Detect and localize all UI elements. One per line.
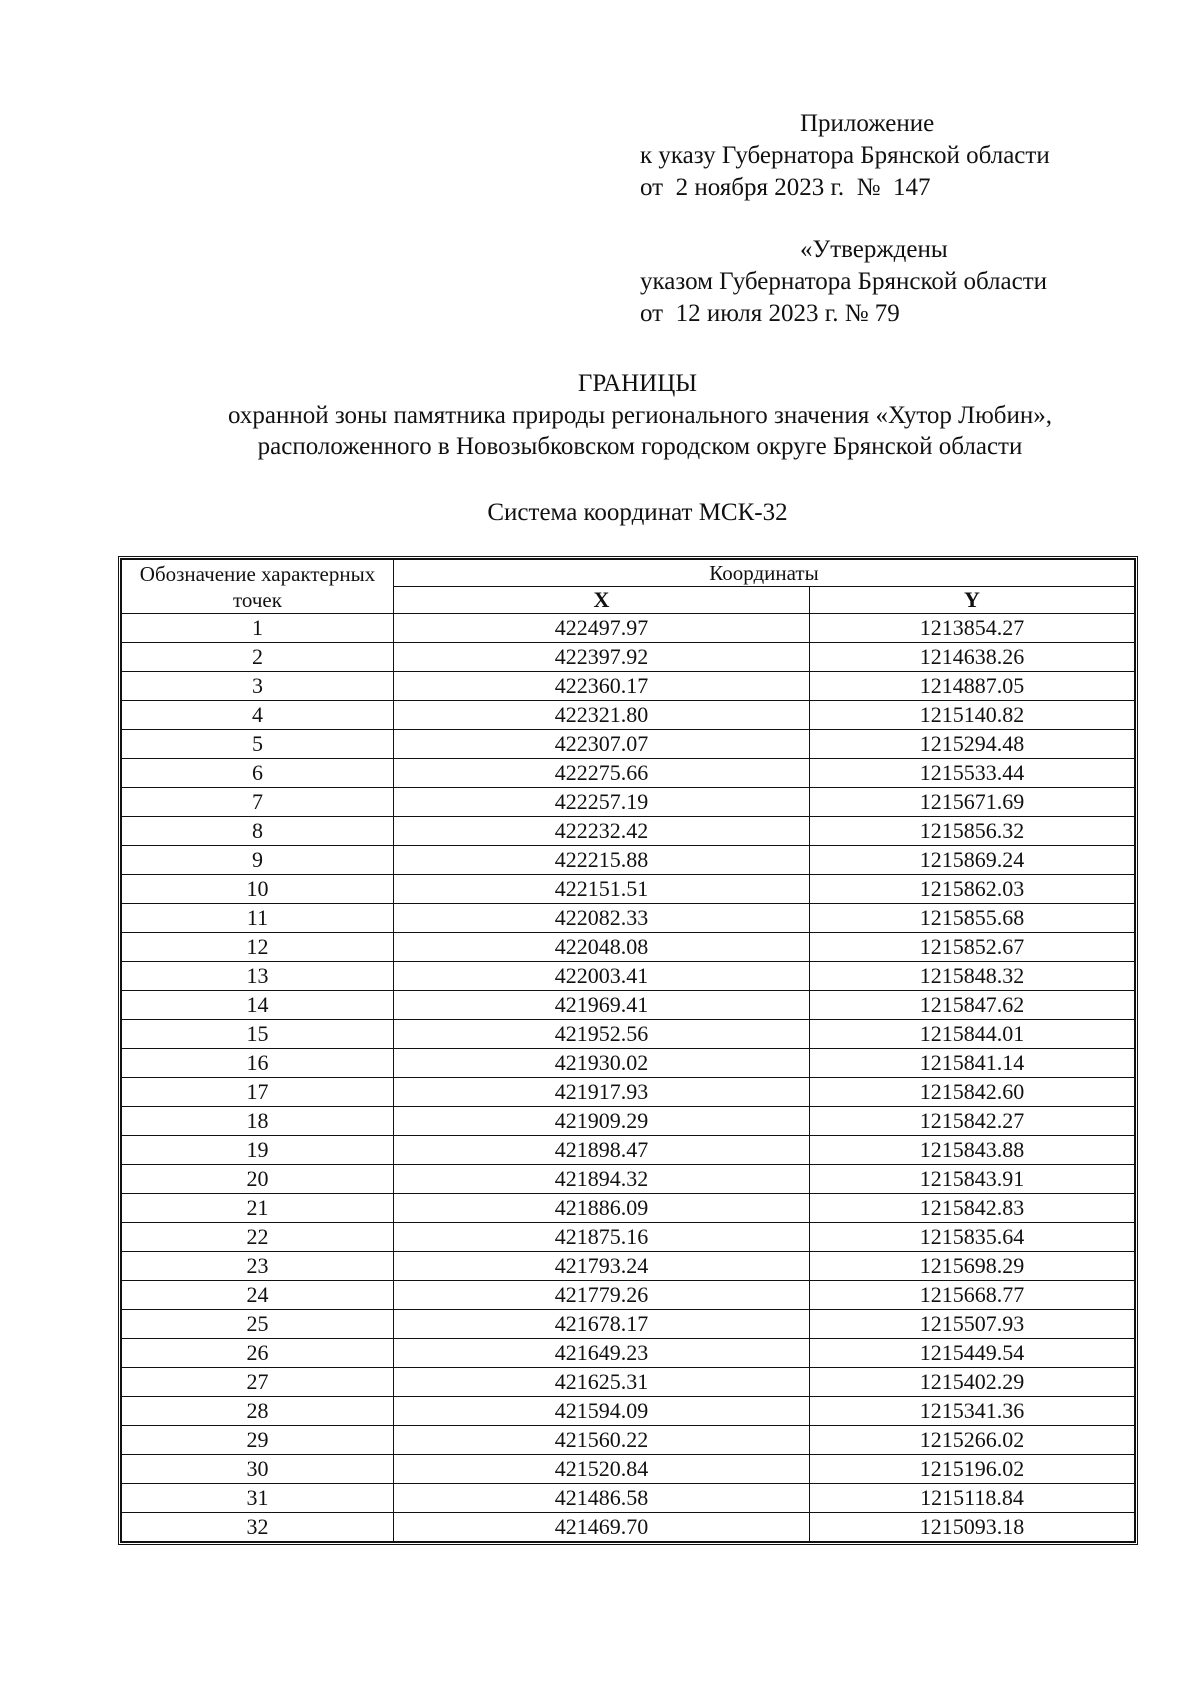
x-coordinate-cell: 422048.08: [394, 933, 810, 962]
y-coordinate-cell: 1215507.93: [810, 1310, 1135, 1339]
table-row: [122, 643, 1135, 672]
x-coordinate-cell: 421894.32: [394, 1165, 810, 1194]
y-coordinate-cell: 1215844.01: [810, 1020, 1135, 1049]
y-coordinate-cell: 1215533.44: [810, 759, 1135, 788]
y-coordinate-cell: 1215869.24: [810, 846, 1135, 875]
coordinate-system-label: Система координат МСК-32: [487, 499, 788, 526]
table-row: [122, 1281, 1135, 1310]
y-coordinate-cell: 1214887.05: [810, 672, 1135, 701]
x-coordinate-cell: 421779.26: [394, 1281, 810, 1310]
point-number-cell: 17: [122, 1078, 394, 1107]
table-row: [122, 701, 1135, 730]
x-coordinate-cell: 421952.56: [394, 1020, 810, 1049]
table-row: [122, 933, 1135, 962]
point-number-cell: 26: [122, 1339, 394, 1368]
point-number-cell: 3: [122, 672, 394, 701]
y-coordinate-cell: 1215668.77: [810, 1281, 1135, 1310]
x-coordinate-cell: 421625.31: [394, 1368, 810, 1397]
point-number-cell: 29: [122, 1426, 394, 1455]
y-coordinate-cell: 1215843.91: [810, 1165, 1135, 1194]
column-header-y: Y: [810, 587, 1135, 614]
table-row: [122, 1194, 1135, 1223]
point-number-cell: 32: [122, 1513, 394, 1542]
point-number-cell: 14: [122, 991, 394, 1020]
coordinates-table: [121, 559, 1135, 1542]
y-coordinate-cell: 1215093.18: [810, 1513, 1135, 1542]
x-coordinate-cell: 422003.41: [394, 962, 810, 991]
table-row: [122, 1484, 1135, 1513]
point-number-cell: 6: [122, 759, 394, 788]
table-row: [122, 1107, 1135, 1136]
y-coordinate-cell: 1215841.14: [810, 1049, 1135, 1078]
x-coordinate-cell: 421793.24: [394, 1252, 810, 1281]
point-number-cell: 22: [122, 1223, 394, 1252]
point-number-cell: 24: [122, 1281, 394, 1310]
appendix-header: [640, 108, 1180, 204]
x-coordinate-cell: 421886.09: [394, 1194, 810, 1223]
point-number-cell: 2: [122, 643, 394, 672]
table-row: [122, 1455, 1135, 1484]
approved-decree-ref: указом Губернатора Брянской области: [640, 268, 1048, 295]
x-coordinate-cell: 421560.22: [394, 1426, 810, 1455]
table-row: [122, 875, 1135, 904]
y-coordinate-cell: 1215856.32: [810, 817, 1135, 846]
y-coordinate-cell: 1214638.26: [810, 643, 1135, 672]
x-coordinate-cell: 422257.19: [394, 788, 810, 817]
document-title: ГРАНИЦЫ: [577, 370, 698, 397]
table-row: [122, 904, 1135, 933]
appendix-title: Приложение: [800, 110, 935, 137]
point-number-cell: 20: [122, 1165, 394, 1194]
y-coordinate-cell: 1215196.02: [810, 1455, 1135, 1484]
x-coordinate-cell: 421909.29: [394, 1107, 810, 1136]
x-coordinate-cell: 421969.41: [394, 991, 810, 1020]
document-subtitle-line-2: расположенного в Новозыбковском городском округе Брянской области: [257, 433, 1023, 460]
x-coordinate-cell: 422497.97: [394, 614, 810, 643]
y-coordinate-cell: 1215671.69: [810, 788, 1135, 817]
y-coordinate-cell: 1213854.27: [810, 614, 1135, 643]
point-number-cell: 1: [122, 614, 394, 643]
coordinates-table-frame: [118, 556, 1138, 1545]
x-coordinate-cell: 422151.51: [394, 875, 810, 904]
point-number-cell: 10: [122, 875, 394, 904]
point-number-cell: 21: [122, 1194, 394, 1223]
y-coordinate-cell: 1215698.29: [810, 1252, 1135, 1281]
x-coordinate-cell: 421649.23: [394, 1339, 810, 1368]
point-number-cell: 5: [122, 730, 394, 759]
y-coordinate-cell: 1215341.36: [810, 1397, 1135, 1426]
table-row: [122, 1078, 1135, 1107]
y-coordinate-cell: 1215140.82: [810, 701, 1135, 730]
table-row: [122, 1397, 1135, 1426]
point-number-cell: 30: [122, 1455, 394, 1484]
table-row: [122, 1020, 1135, 1049]
table-row: [122, 991, 1135, 1020]
y-coordinate-cell: 1215266.02: [810, 1426, 1135, 1455]
y-coordinate-cell: 1215847.62: [810, 991, 1135, 1020]
table-row: [122, 1136, 1135, 1165]
point-number-cell: 4: [122, 701, 394, 730]
appendix-decree-ref: к указу Губернатора Брянской области: [640, 142, 1050, 169]
table-row: [122, 672, 1135, 701]
x-coordinate-cell: 421469.70: [394, 1513, 810, 1542]
point-number-cell: 11: [122, 904, 394, 933]
y-coordinate-cell: 1215402.29: [810, 1368, 1135, 1397]
table-row: [122, 962, 1135, 991]
approved-header: [640, 234, 1180, 330]
y-coordinate-cell: 1215843.88: [810, 1136, 1135, 1165]
x-coordinate-cell: 422232.42: [394, 817, 810, 846]
table-row: [122, 1049, 1135, 1078]
column-header-points: Обозначение характерных точек: [122, 560, 394, 614]
table-row: [122, 1165, 1135, 1194]
x-coordinate-cell: 422275.66: [394, 759, 810, 788]
y-coordinate-cell: 1215294.48: [810, 730, 1135, 759]
table-row: [122, 1310, 1135, 1339]
table-row: [122, 730, 1135, 759]
point-number-cell: 27: [122, 1368, 394, 1397]
table-row: [122, 788, 1135, 817]
point-number-cell: 15: [122, 1020, 394, 1049]
point-number-cell: 12: [122, 933, 394, 962]
y-coordinate-cell: 1215118.84: [810, 1484, 1135, 1513]
y-coordinate-cell: 1215852.67: [810, 933, 1135, 962]
x-coordinate-cell: 421930.02: [394, 1049, 810, 1078]
y-coordinate-cell: 1215842.27: [810, 1107, 1135, 1136]
table-row: [122, 1368, 1135, 1397]
x-coordinate-cell: 422215.88: [394, 846, 810, 875]
document-subtitle-line-1: охранной зоны памятника природы регионального значения «Хутор Любин»,: [227, 402, 1053, 429]
x-coordinate-cell: 422397.92: [394, 643, 810, 672]
point-number-cell: 28: [122, 1397, 394, 1426]
y-coordinate-cell: 1215855.68: [810, 904, 1135, 933]
x-coordinate-cell: 422082.33: [394, 904, 810, 933]
coordinates-table-body: [122, 614, 1135, 1542]
table-row: [122, 759, 1135, 788]
x-coordinate-cell: 421594.09: [394, 1397, 810, 1426]
point-number-cell: 8: [122, 817, 394, 846]
table-row: [122, 614, 1135, 643]
point-number-cell: 13: [122, 962, 394, 991]
table-row: [122, 846, 1135, 875]
x-coordinate-cell: 421486.58: [394, 1484, 810, 1513]
table-row: [122, 1513, 1135, 1542]
x-coordinate-cell: 422360.17: [394, 672, 810, 701]
approved-date-number: от 12 июля 2023 г. № 79: [640, 300, 900, 327]
point-number-cell: 18: [122, 1107, 394, 1136]
column-header-coordinates: Координаты: [394, 560, 1135, 587]
point-number-cell: 25: [122, 1310, 394, 1339]
column-header-x: X: [394, 587, 810, 614]
y-coordinate-cell: 1215842.60: [810, 1078, 1135, 1107]
x-coordinate-cell: 421678.17: [394, 1310, 810, 1339]
table-row: [122, 1223, 1135, 1252]
table-row: [122, 817, 1135, 846]
y-coordinate-cell: 1215862.03: [810, 875, 1135, 904]
y-coordinate-cell: 1215842.83: [810, 1194, 1135, 1223]
y-coordinate-cell: 1215848.32: [810, 962, 1135, 991]
table-row: [122, 1339, 1135, 1368]
y-coordinate-cell: 1215449.54: [810, 1339, 1135, 1368]
x-coordinate-cell: 421898.47: [394, 1136, 810, 1165]
x-coordinate-cell: 421520.84: [394, 1455, 810, 1484]
table-row: [122, 1252, 1135, 1281]
point-number-cell: 23: [122, 1252, 394, 1281]
appendix-date-number: от 2 ноября 2023 г. № 147: [640, 174, 931, 201]
point-number-cell: 31: [122, 1484, 394, 1513]
x-coordinate-cell: 421875.16: [394, 1223, 810, 1252]
x-coordinate-cell: 422321.80: [394, 701, 810, 730]
point-number-cell: 9: [122, 846, 394, 875]
point-number-cell: 19: [122, 1136, 394, 1165]
table-row: [122, 1426, 1135, 1455]
x-coordinate-cell: 421917.93: [394, 1078, 810, 1107]
y-coordinate-cell: 1215835.64: [810, 1223, 1135, 1252]
point-number-cell: 7: [122, 788, 394, 817]
x-coordinate-cell: 422307.07: [394, 730, 810, 759]
approved-title: «Утверждены: [800, 236, 948, 263]
point-number-cell: 16: [122, 1049, 394, 1078]
